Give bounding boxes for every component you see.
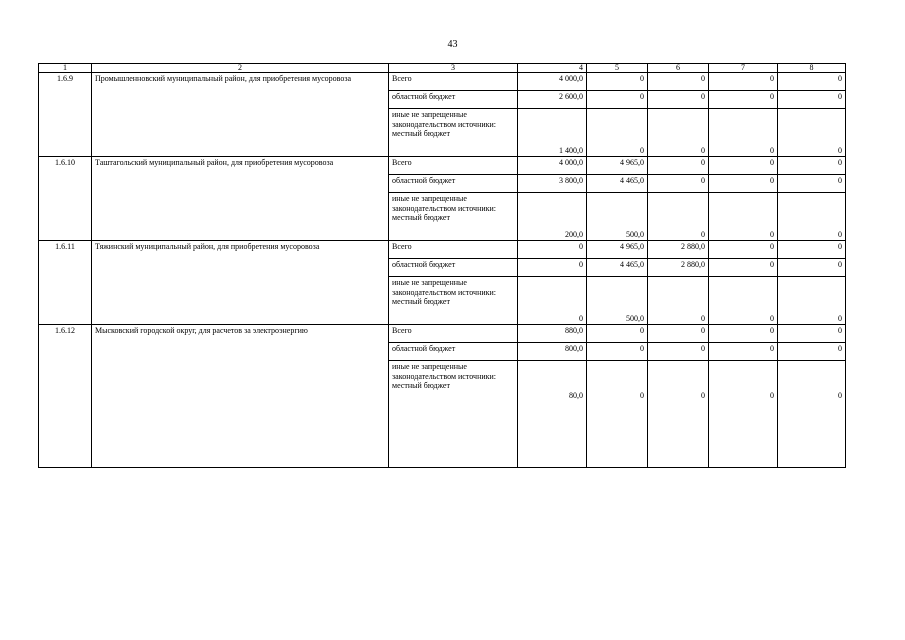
amount-cell: 0 — [587, 361, 648, 468]
amount-cell: 0 — [648, 91, 709, 109]
source-label-other: иные не запрещенные законодательством источники: — [392, 278, 497, 297]
page-number: 43 — [447, 39, 458, 50]
amount-cell: 0 — [709, 259, 778, 277]
amount-cell: 0 — [778, 361, 846, 468]
amount-cell: 0 — [709, 73, 778, 91]
column-header: 2 — [92, 64, 389, 73]
amount-cell: 0 — [709, 343, 778, 361]
source-label-cell — [389, 193, 518, 241]
amount-cell: 0 — [778, 109, 846, 157]
item-description: Промышленновский муниципальный район, для приобретения мусоровоза — [92, 73, 389, 157]
amount-cell: 2 880,0 — [648, 241, 709, 259]
amount-cell: 500,0 — [587, 193, 648, 241]
column-header: 1 — [39, 64, 92, 73]
amount-cell: 0 — [778, 73, 846, 91]
source-label-other: иные не запрещенные законодательством источники: — [392, 110, 497, 129]
amount-cell: 4 465,0 — [587, 175, 648, 193]
amount-cell: 4 965,0 — [587, 241, 648, 259]
source-label-total: Всего — [389, 241, 518, 259]
amount-cell: 880,0 — [518, 325, 587, 343]
source-label-regional: областной бюджет — [389, 175, 518, 193]
table-row — [39, 157, 846, 175]
amount-cell: 0 — [709, 193, 778, 241]
amount-cell: 0 — [648, 157, 709, 175]
amount-cell: 0 — [709, 109, 778, 157]
amount-cell: 0 — [587, 109, 648, 157]
amount-cell: 2 600,0 — [518, 91, 587, 109]
amount-cell: 3 800,0 — [518, 175, 587, 193]
table-row — [39, 73, 846, 91]
amount-cell: 0 — [778, 91, 846, 109]
item-code: 1.6.9 — [39, 73, 92, 157]
amount-cell: 0 — [709, 157, 778, 175]
amount-cell: 500,0 — [587, 277, 648, 325]
amount-cell: 0 — [778, 343, 846, 361]
table-header-row — [39, 64, 846, 73]
amount-cell: 200,0 — [518, 193, 587, 241]
source-label-regional: областной бюджет — [389, 91, 518, 109]
amount-cell: 0 — [778, 259, 846, 277]
column-header: 4 — [518, 64, 587, 73]
amount-cell: 0 — [778, 175, 846, 193]
amount-cell: 0 — [648, 193, 709, 241]
item-code: 1.6.11 — [39, 241, 92, 325]
amount-cell: 0 — [778, 277, 846, 325]
source-label-cell — [389, 361, 518, 468]
amount-cell: 4 465,0 — [587, 259, 648, 277]
source-label-regional: областной бюджет — [389, 343, 518, 361]
source-label-total: Всего — [389, 157, 518, 175]
amount-cell: 0 — [587, 343, 648, 361]
amount-cell: 0 — [648, 175, 709, 193]
amount-cell: 0 — [587, 73, 648, 91]
source-label-regional: областной бюджет — [389, 259, 518, 277]
amount-cell: 0 — [709, 325, 778, 343]
amount-cell: 1 400,0 — [518, 109, 587, 157]
column-header: 5 — [587, 64, 648, 73]
amount-cell: 0 — [518, 277, 587, 325]
source-label-other: иные не запрещенные законодательством источники: — [392, 194, 497, 213]
source-label-cell — [389, 277, 518, 325]
item-code: 1.6.10 — [39, 157, 92, 241]
source-label-total: Всего — [389, 73, 518, 91]
amount-cell: 4 000,0 — [518, 157, 587, 175]
amount-cell: 0 — [587, 325, 648, 343]
amount-cell: 0 — [778, 325, 846, 343]
amount-cell: 0 — [648, 277, 709, 325]
amount-cell: 0 — [778, 241, 846, 259]
table-row — [39, 325, 846, 343]
amount-cell: 0 — [648, 325, 709, 343]
amount-cell: 2 880,0 — [648, 259, 709, 277]
amount-cell: 0 — [709, 277, 778, 325]
amount-cell: 0 — [648, 73, 709, 91]
amount-cell: 4 965,0 — [587, 157, 648, 175]
amount-cell: 4 000,0 — [518, 73, 587, 91]
budget-table — [38, 63, 846, 468]
amount-cell: 0 — [518, 241, 587, 259]
source-label-local: местный бюджет — [392, 129, 450, 138]
column-header: 7 — [709, 64, 778, 73]
item-description: Тяжинский муниципальный район, для приобретения мусоровоза — [92, 241, 389, 325]
column-header: 3 — [389, 64, 518, 73]
amount-cell: 0 — [518, 259, 587, 277]
table-row — [39, 241, 846, 259]
amount-cell: 0 — [778, 193, 846, 241]
amount-cell: 80,0 — [518, 361, 587, 468]
source-label-local: местный бюджет — [392, 381, 450, 390]
item-description: Мысковский городской округ, для расчетов за электроэнергию — [92, 325, 389, 468]
amount-cell: 0 — [648, 343, 709, 361]
column-header: 6 — [648, 64, 709, 73]
amount-cell: 0 — [648, 361, 709, 468]
amount-cell: 0 — [778, 157, 846, 175]
amount-cell: 0 — [587, 91, 648, 109]
column-header: 8 — [778, 64, 846, 73]
amount-cell: 0 — [709, 361, 778, 468]
amount-cell: 0 — [709, 175, 778, 193]
item-code: 1.6.12 — [39, 325, 92, 468]
amount-cell: 0 — [648, 109, 709, 157]
source-label-other: иные не запрещенные законодательством источники: — [392, 362, 497, 381]
amount-cell: 0 — [709, 91, 778, 109]
source-label-cell — [389, 109, 518, 157]
source-label-total: Всего — [389, 325, 518, 343]
item-description: Таштагольский муниципальный район, для приобретения мусоровоза — [92, 157, 389, 241]
amount-cell: 800,0 — [518, 343, 587, 361]
amount-cell: 0 — [709, 241, 778, 259]
source-label-local: местный бюджет — [392, 213, 450, 222]
source-label-local: местный бюджет — [392, 297, 450, 306]
